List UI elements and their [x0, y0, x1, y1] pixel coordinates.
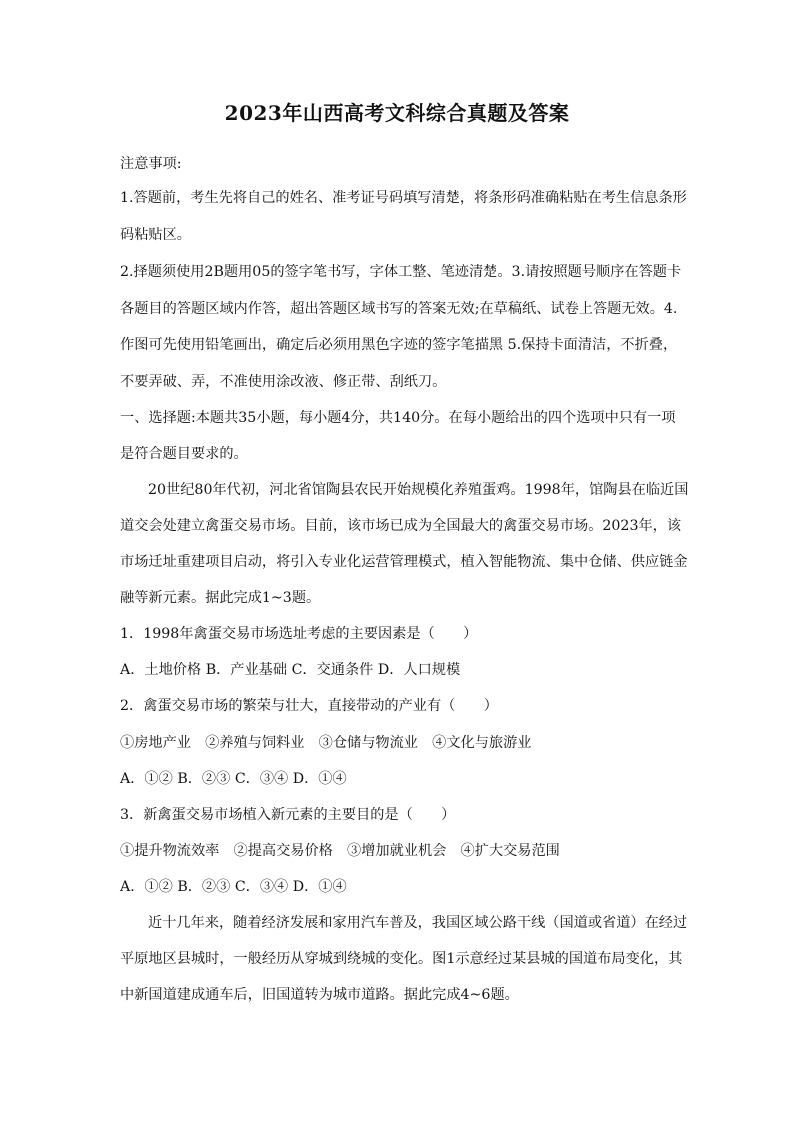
- notice-line-2: 码粘贴区。: [120, 227, 191, 243]
- notice-heading: 注意事项:: [120, 156, 182, 172]
- passage-1-line-2: 道交会处建立禽蛋交易市场。目前，该市场已成为全国最大的禽蛋交易市场。2023年，该: [120, 518, 682, 534]
- passage-2-line-3: 中新国道建成通车后，旧国道转为城市道路。据此完成4~6题。: [120, 987, 519, 1003]
- question-1-options: A．土地价格 B．产业基础 C．交通条件 D．人口规模: [120, 662, 461, 678]
- passage-1-line-4: 融等新元素。据此完成1~3题。: [120, 590, 321, 606]
- question-3: 3．新禽蛋交易市场植入新元素的主要目的是（ ）: [120, 807, 456, 823]
- notice-line-5: 作图可先使用铅笔画出，确定后必须用黑色字迹的签字笔描黑 5.保持卡面清洁，不折叠，: [120, 337, 678, 353]
- notice-line-3: 2.择题须使用2B题用05的签字笔书写，字体工整、笔迹清楚。3.请按照题号顺序在答题卡: [120, 264, 682, 280]
- passage-1-line-1: 20世纪80年代初，河北省馆陶县农民开始规模化养殖蛋鸡。1998年，馆陶县在临近国: [148, 482, 689, 498]
- question-3-options: A．①② B．②③ C．③④ D．①④: [120, 879, 347, 895]
- passage-2-line-1: 近十几年来，随着经济发展和家用汽车普及，我国区域公路干线（国道或省道）在经过: [148, 915, 688, 931]
- question-2-options: A．①② B．②③ C．③④ D．①④: [120, 771, 347, 787]
- notice-line-4: 各题目的答题区域内作答，超出答题区域书写的答案无效;在草稿纸、试卷上答题无效。4.: [120, 301, 678, 317]
- notice-line-1: 1.答题前，考生先将自己的姓名、准考证号码填写清楚，将条形码准确粘贴在考生信息条形: [120, 190, 687, 206]
- document-title: 2023年山西高考文科综合真题及答案: [224, 101, 570, 125]
- question-2: 2．禽蛋交易市场的繁荣与壮大，直接带动的产业有（ ）: [120, 698, 498, 714]
- question-3-items: ①提升物流效率 ②提高交易价格 ③增加就业机会 ④扩大交易范围: [120, 843, 560, 859]
- notice-line-6: 不要弄破、弄，不准使用涂改液、修正带、刮纸刀。: [120, 374, 447, 390]
- passage-1-line-3: 市场迁址重建项目启动，将引入专业化运营管理模式，植入智能物流、集中仓储、供应链金: [120, 554, 688, 570]
- passage-2-line-2: 平原地区县城时，一般经历从穿城到绕城的变化。图1示意经过某县城的国道布局变化，其: [120, 951, 683, 967]
- section-heading-line-2: 是符合题目要求的。: [120, 446, 248, 462]
- question-2-items: ①房地产业 ②养殖与饲料业 ③仓储与物流业 ④文化与旅游业: [120, 735, 532, 751]
- question-1: 1．1998年禽蛋交易市场选址考虑的主要因素是（ ）: [120, 626, 478, 642]
- section-heading-line-1: 一、选择题:本题共35小题，每小题4分，共140分。在每小题给出的四个选项中只有一项: [120, 410, 676, 426]
